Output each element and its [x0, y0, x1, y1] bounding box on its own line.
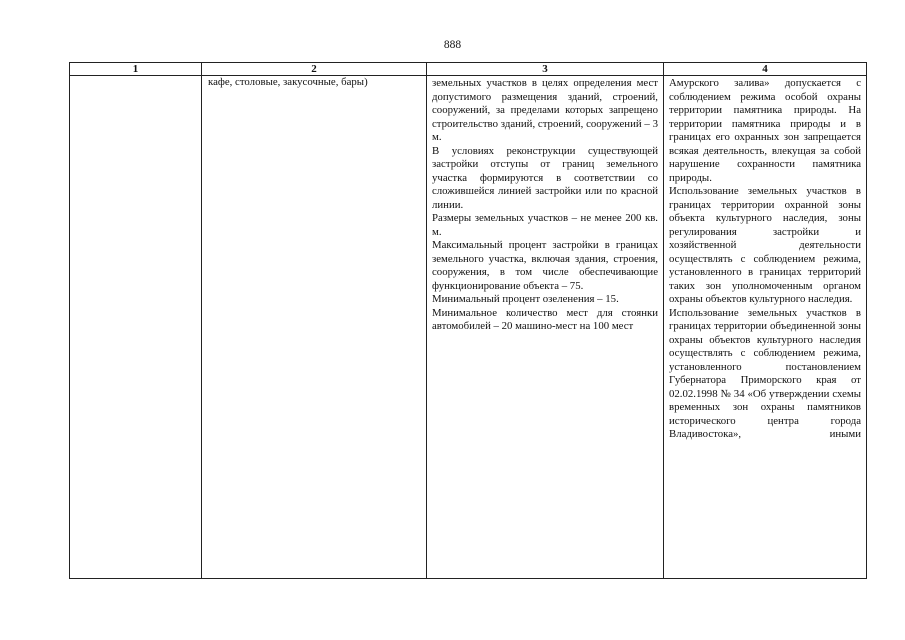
cell-col3 [427, 76, 664, 579]
col3-paragraph: Размеры земельных участков – не менее 200 кв. м. [432, 212, 658, 238]
table-row [70, 76, 867, 579]
col2-text: кафе, столовые, закусочные, бары) [208, 76, 368, 88]
col3-paragraph: земельных участков в целях определения мест допустимого размещения зданий, строений, сооружений, за пределами которых запрещено строительство зданий, строений, сооружений – 3 м. [432, 77, 658, 143]
col4-paragraph: Использование земельных участков в границах территории объединенной зоны охраны объектов культурного наследия осуществлять с соблюдением режима, установленного постановлением Губернатора Приморского края от 02.02.1998 № 34 «Об утверждении схемы временных зон охраны памятников исторического центра города Владивостока», иными [669, 306, 861, 440]
column-header-2: 2 [202, 63, 427, 76]
document-table [69, 62, 867, 579]
col3-paragraph: Минимальный процент озеленения – 15. [432, 293, 619, 305]
cell-col1 [70, 76, 202, 579]
col4-paragraph: Использование земельных участков в границах территории охранной зоны объекта культурного наследия, зоны регулирования застройки и хозяйственной деятельности осуществлять с соблюдением режима, установленного в границах территорий таких зон уполномоченным органом охраны объектов культурного наследия. [669, 185, 861, 305]
col3-paragraph: В условиях реконструкции существующей застройки отступы от границ земельного участка формируются в соответствии со сложившейся линией застройки или по красной линии. [432, 144, 658, 211]
column-header-4: 4 [664, 63, 867, 76]
column-header-3: 3 [427, 63, 664, 76]
col4-paragraph: Амурского залива» допускается с соблюдением режима особой охраны территории памятника природы. На территории памятника природы и в границах его охранных зон запрещается всякая деятельность, влекущая за собой нарушение сохранности памятника природы. [669, 77, 861, 184]
page-number: 888 [443, 39, 462, 51]
table-header-row [70, 63, 867, 76]
col3-paragraph: Максимальный процент застройки в границах земельного участка, включая здания, строения, сооружения, в том числе обеспечивающие функционирование объекта – 75. [432, 239, 658, 292]
cell-col2 [202, 76, 427, 579]
col3-paragraph: Минимальное количество мест для стоянки автомобилей – 20 машино-мест на 100 мест [432, 306, 658, 332]
cell-col4 [664, 76, 867, 579]
column-header-1: 1 [70, 63, 202, 76]
